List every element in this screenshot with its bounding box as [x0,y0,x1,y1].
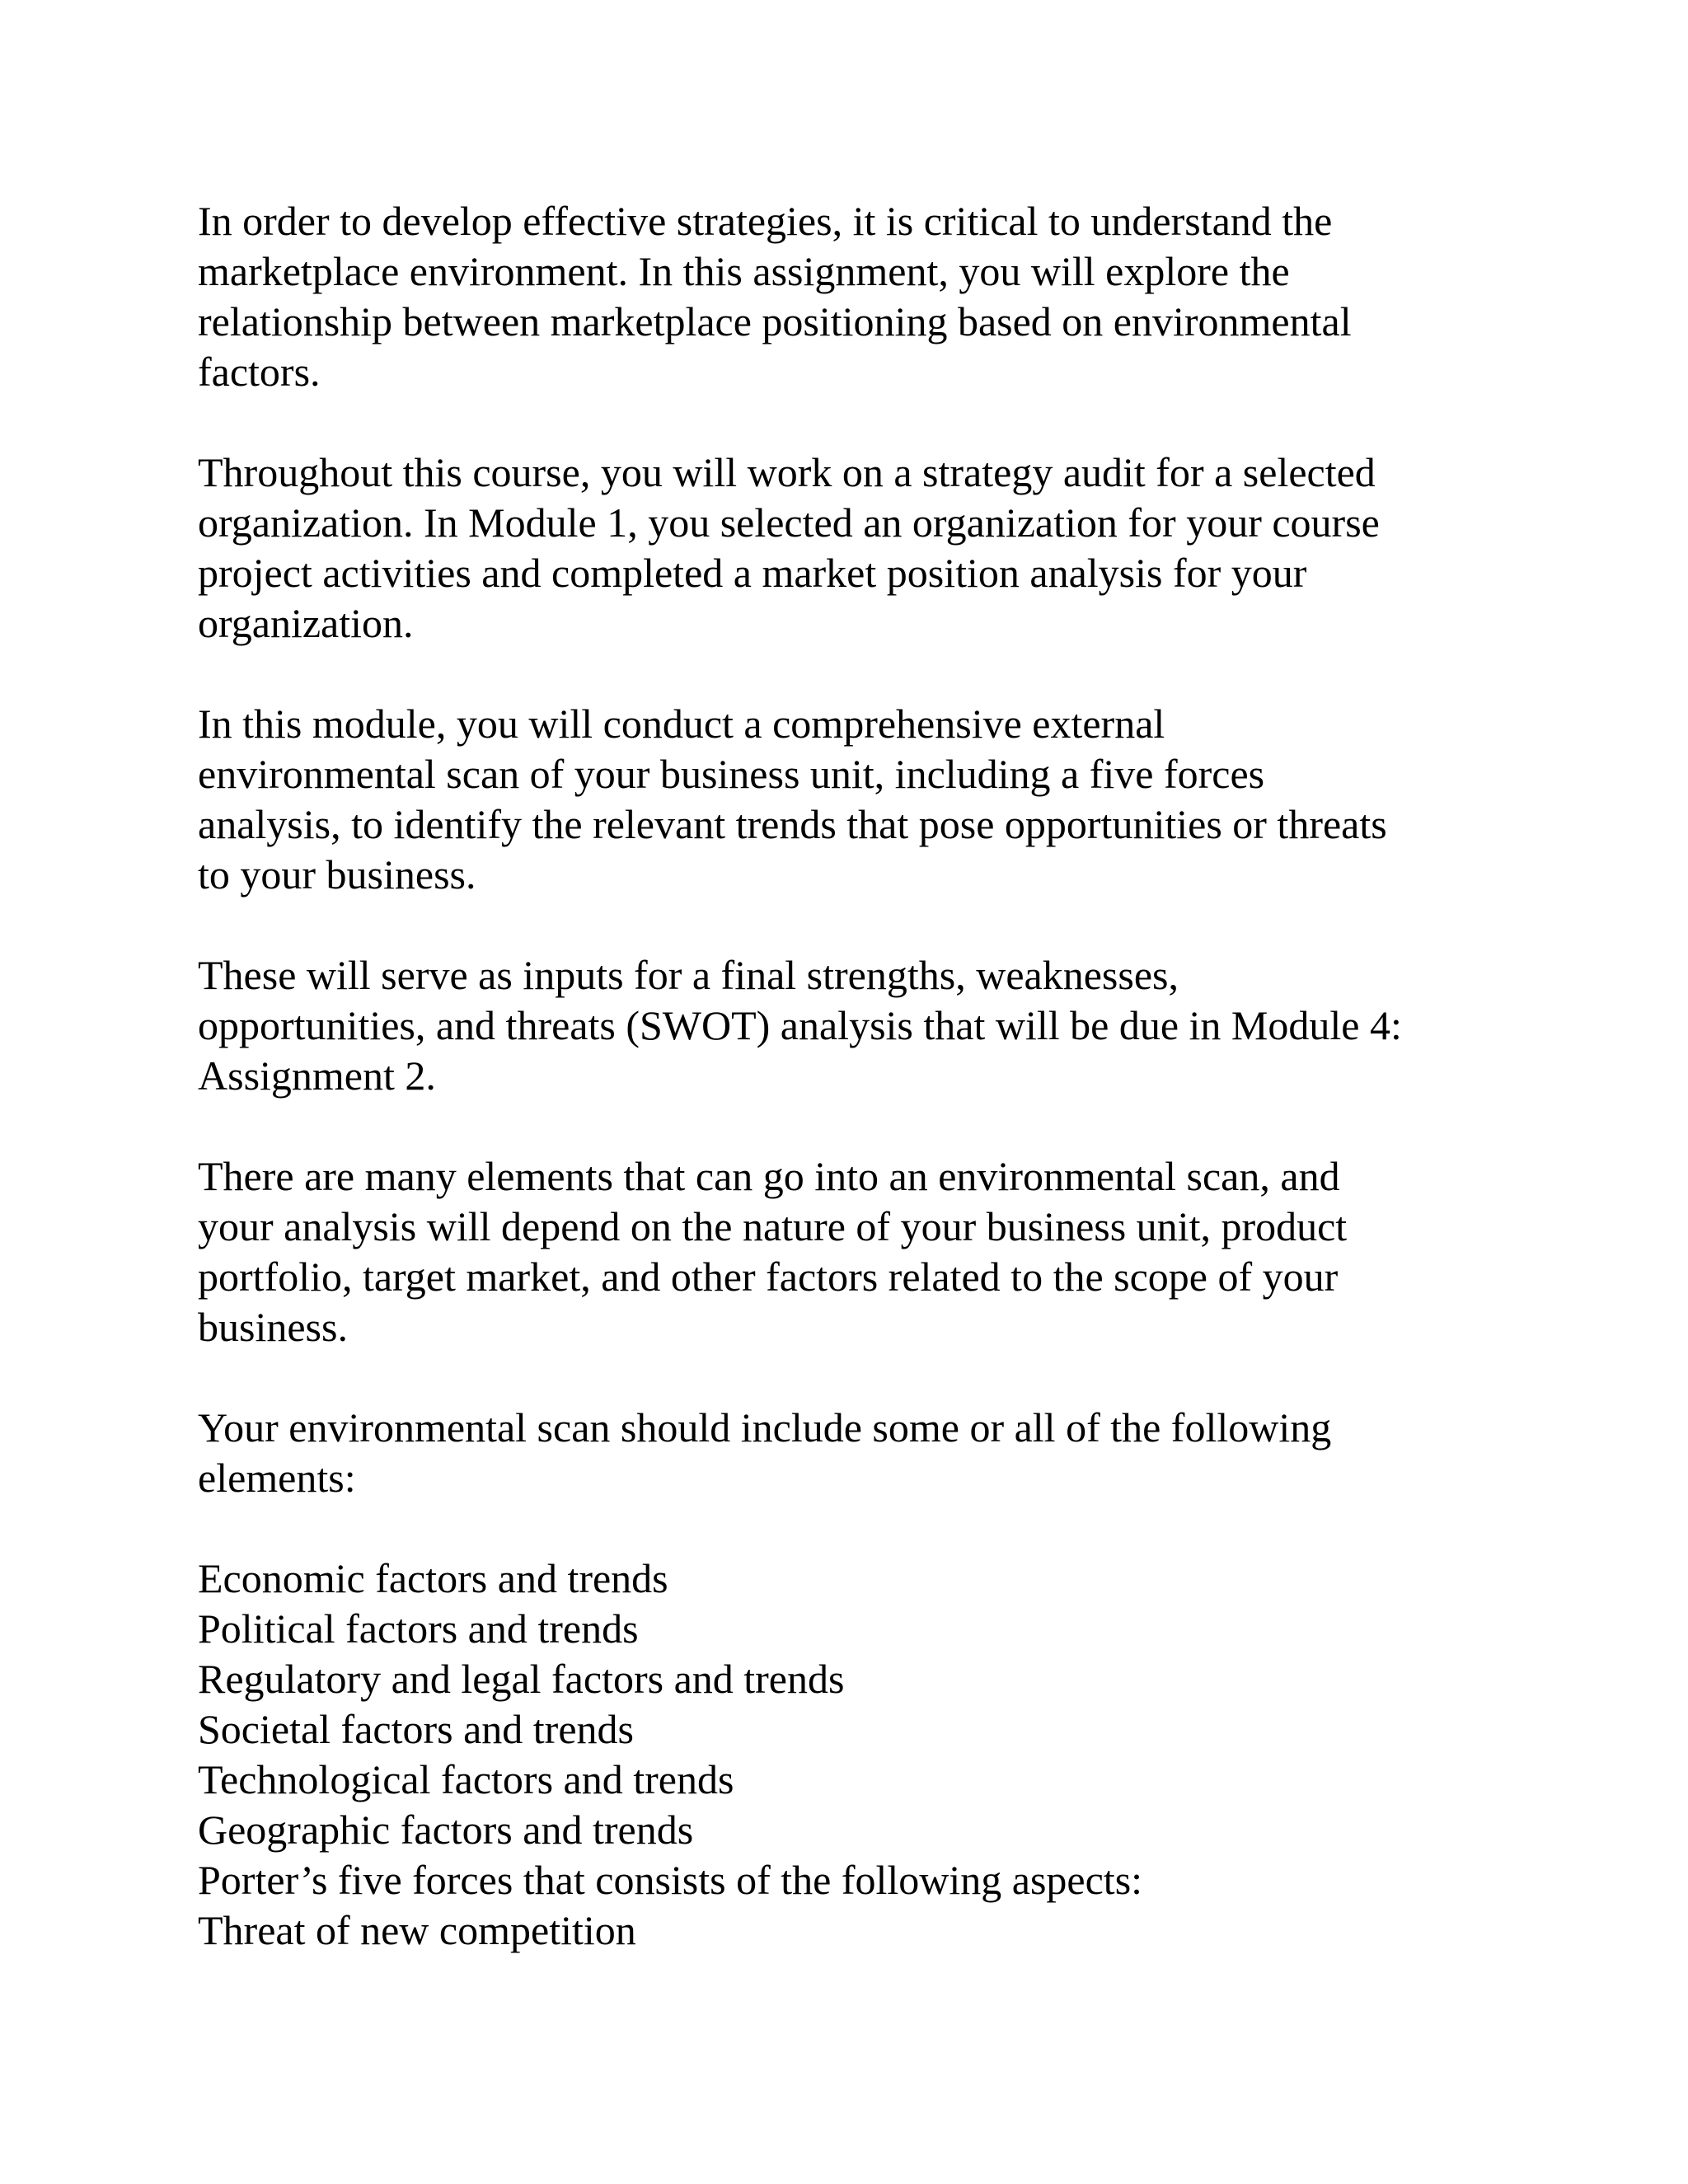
text-line: opportunities, and threats (SWOT) analysis that will be due in Module 4: [198,1002,1402,1048]
text-line: portfolio, target market, and other factors related to the scope of your [198,1254,1339,1300]
text-line: Throughout this course, you will work on a strategy audit for a selected [198,449,1376,495]
text-line: elements: [198,1455,356,1501]
paragraph-scan-elements [198,1151,1517,1352]
text-line: Assignment 2. [198,1052,436,1099]
list-item: Geographic factors and trends [198,1807,694,1853]
list-item: Regulatory and legal factors and trends [198,1656,845,1702]
text-line: analysis, to identify the relevant trends that pose opportunities or threats [198,801,1387,847]
list-item: Political factors and trends [198,1605,639,1652]
paragraph-environmental-scan [198,699,1517,900]
list-item: Economic factors and trends [198,1555,668,1601]
text-line: organization. In Module 1, you selected an organization for your course [198,499,1380,546]
list-item: Societal factors and trends [198,1706,634,1752]
text-line: In order to develop effective strategies, it is critical to understand the [198,198,1333,244]
text-line: project activities and completed a market position analysis for your [198,550,1307,596]
list-item: Technological factors and trends [198,1756,734,1802]
text-line: marketplace environment. In this assignment, you will explore the [198,248,1290,294]
list-item: Threat of new competition [198,1907,636,1953]
text-line: In this module, you will conduct a comprehensive external [198,701,1165,747]
list-item: Porter’s five forces that consists of the following aspects: [198,1857,1143,1903]
text-line: organization. [198,600,414,646]
paragraph-course-audit [198,448,1517,649]
paragraph-intro [198,196,1517,397]
text-line: There are many elements that can go into an environmental scan, and [198,1153,1340,1199]
text-line: factors. [198,349,321,395]
document-body [198,196,1517,1956]
text-line: business. [198,1304,348,1350]
factors-list [198,1554,1517,1956]
text-line: relationship between marketplace positioning based on environmental [198,298,1352,344]
paragraph-list-intro [198,1403,1517,1503]
text-line: to your business. [198,851,476,898]
text-line: Your environmental scan should include some or all of the following [198,1404,1332,1451]
text-line: These will serve as inputs for a final strengths, weaknesses, [198,952,1179,998]
paragraph-swot-inputs [198,950,1517,1101]
text-line: environmental scan of your business unit, including a five forces [198,751,1265,797]
text-line: your analysis will depend on the nature of your business unit, product [198,1203,1348,1249]
